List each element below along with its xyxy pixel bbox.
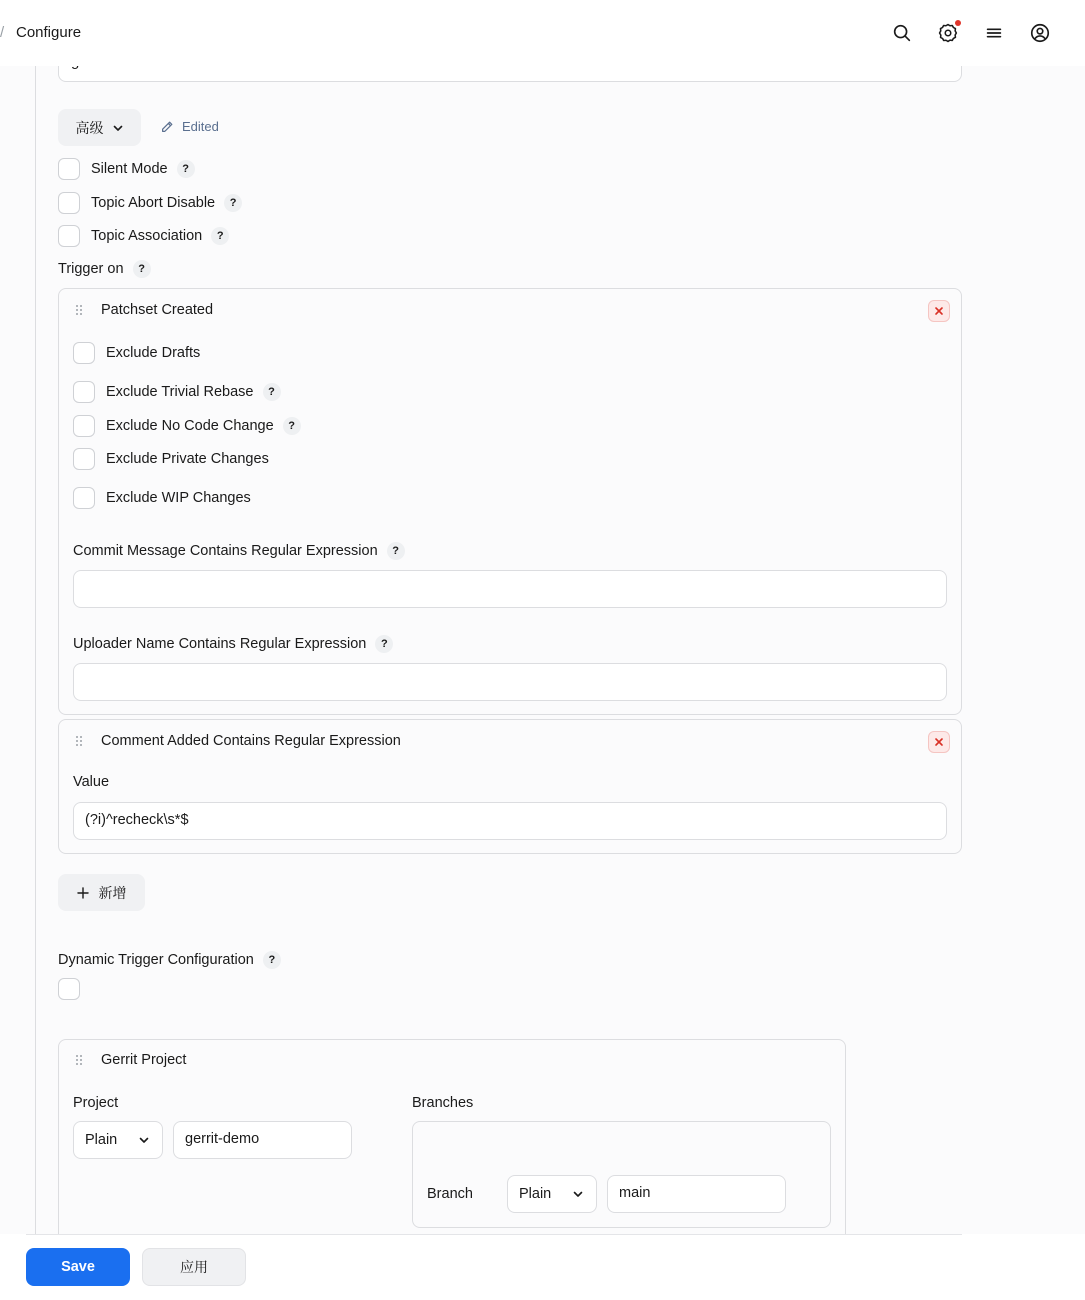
save-button[interactable]: Save [26,1248,130,1286]
help-icon[interactable]: ? [387,542,405,560]
menu-icon[interactable] [980,19,1008,47]
branch-type-select[interactable] [507,1175,597,1213]
help-icon[interactable]: ? [263,951,281,969]
section-rail [35,66,36,1236]
drag-handle-icon[interactable] [75,735,83,747]
commit-message-regex-heading [73,542,405,560]
gerrit-project-title [75,1052,186,1068]
silent-mode-label: Silent Mode [91,161,168,177]
drag-handle-icon[interactable] [75,304,83,316]
drag-handle-icon[interactable] [75,1054,83,1066]
remove-comment-added-button[interactable] [928,731,950,753]
topic-abort-disable-label: Topic Abort Disable [91,195,216,211]
exclude-no-code-change-label: Exclude No Code Change [106,418,274,434]
exclude-no-code-change-checkbox[interactable] [73,415,95,437]
dynamic-trigger-checkbox[interactable] [58,978,80,1000]
commit-message-regex-label: Commit Message Contains Regular Expression [73,543,378,559]
option-topic-abort-disable [58,192,242,214]
dynamic-trigger-label: Dynamic Trigger Configuration [58,952,254,968]
exclude-private-changes-label: Exclude Private Changes [106,451,269,467]
exclude-drafts-checkbox[interactable] [73,342,95,364]
exclude-wip-changes-checkbox[interactable] [73,487,95,509]
silent-mode-checkbox[interactable] [58,158,80,180]
option-exclude-private-changes [73,448,269,470]
patchset-created-label: Patchset Created [101,302,214,318]
chevron-down-icon [138,1134,150,1146]
settings-icon[interactable] [934,19,962,47]
pencil-icon [160,120,174,134]
notification-dot [955,20,961,26]
patchset-created-title [75,302,213,318]
footer-bar [0,1234,1085,1300]
help-icon[interactable]: ? [224,194,242,212]
dynamic-trigger-option [58,978,91,1000]
option-exclude-wip-changes [73,487,251,509]
branch-heading [427,1186,473,1202]
branch-pattern-input[interactable] [607,1175,786,1213]
gerrit-project-label: Gerrit Project [101,1052,187,1068]
edited-indicator [160,119,219,134]
help-icon[interactable]: ? [133,260,151,278]
topic-abort-disable-checkbox[interactable] [58,192,80,214]
help-icon[interactable]: ? [375,635,393,653]
branch-pattern-value: main [619,1185,651,1201]
exclude-drafts-label: Exclude Drafts [106,345,201,361]
add-trigger-label: 新增 [98,884,127,901]
advanced-button-label: 高级 [75,119,104,136]
exclude-trivial-rebase-label: Exclude Trivial Rebase [106,384,254,400]
branches-heading [412,1095,473,1111]
exclude-private-changes-checkbox[interactable] [73,448,95,470]
branch-type-value: Plain [519,1186,552,1202]
project-label: Project [73,1095,119,1111]
help-icon[interactable]: ? [211,227,229,245]
comment-value-input[interactable] [73,802,947,840]
comment-value-text: (?i)^recheck\s*$ [85,812,189,828]
option-topic-association [58,225,229,247]
comment-value-label: Value [73,774,110,790]
trigger-on-label: Trigger on [58,261,124,277]
dynamic-trigger-heading [58,951,281,969]
chevron-down-icon [112,122,124,134]
plus-icon [77,887,89,899]
commit-message-regex-input[interactable] [73,570,947,608]
project-pattern-value: gerrit-demo [185,1131,260,1147]
uploader-name-regex-input[interactable] [73,663,947,701]
account-icon[interactable] [1026,19,1054,47]
page-title[interactable]: Configure [16,24,82,41]
footer-divider [26,1234,962,1235]
topic-association-label: Topic Association [91,228,203,244]
add-trigger-button[interactable] [58,874,145,911]
close-icon [934,737,944,747]
uploader-name-regex-heading [73,635,393,653]
close-icon [934,306,944,316]
exclude-trivial-rebase-checkbox[interactable] [73,381,95,403]
comment-value-heading [73,774,109,790]
apply-button[interactable]: 应用 [142,1248,246,1286]
project-heading [73,1095,118,1111]
comment-added-label: Comment Added Contains Regular Expression [101,733,401,749]
branches-label: Branches [412,1095,474,1111]
breadcrumb-separator: / [0,24,5,41]
branch-label: Branch [427,1186,473,1202]
edited-label: Edited [182,119,219,134]
help-icon[interactable]: ? [263,383,281,401]
comment-added-title [75,733,401,749]
topic-association-checkbox[interactable] [58,225,80,247]
option-silent-mode [58,158,195,180]
project-pattern-input[interactable] [173,1121,352,1159]
search-icon[interactable] [888,19,916,47]
exclude-wip-changes-label: Exclude WIP Changes [106,490,251,506]
help-icon[interactable]: ? [177,160,195,178]
project-type-select[interactable] [73,1121,163,1159]
uploader-name-regex-label: Uploader Name Contains Regular Expression [73,636,367,652]
option-exclude-drafts [73,342,200,364]
remove-patchset-button[interactable] [928,300,950,322]
trigger-on-heading [58,260,151,278]
option-exclude-trivial-rebase [73,381,281,403]
help-icon[interactable]: ? [283,417,301,435]
chevron-down-icon [572,1188,584,1200]
option-exclude-no-code-change [73,415,301,437]
top-bar [0,0,1085,66]
advanced-button[interactable] [58,109,141,146]
project-type-value: Plain [85,1132,118,1148]
